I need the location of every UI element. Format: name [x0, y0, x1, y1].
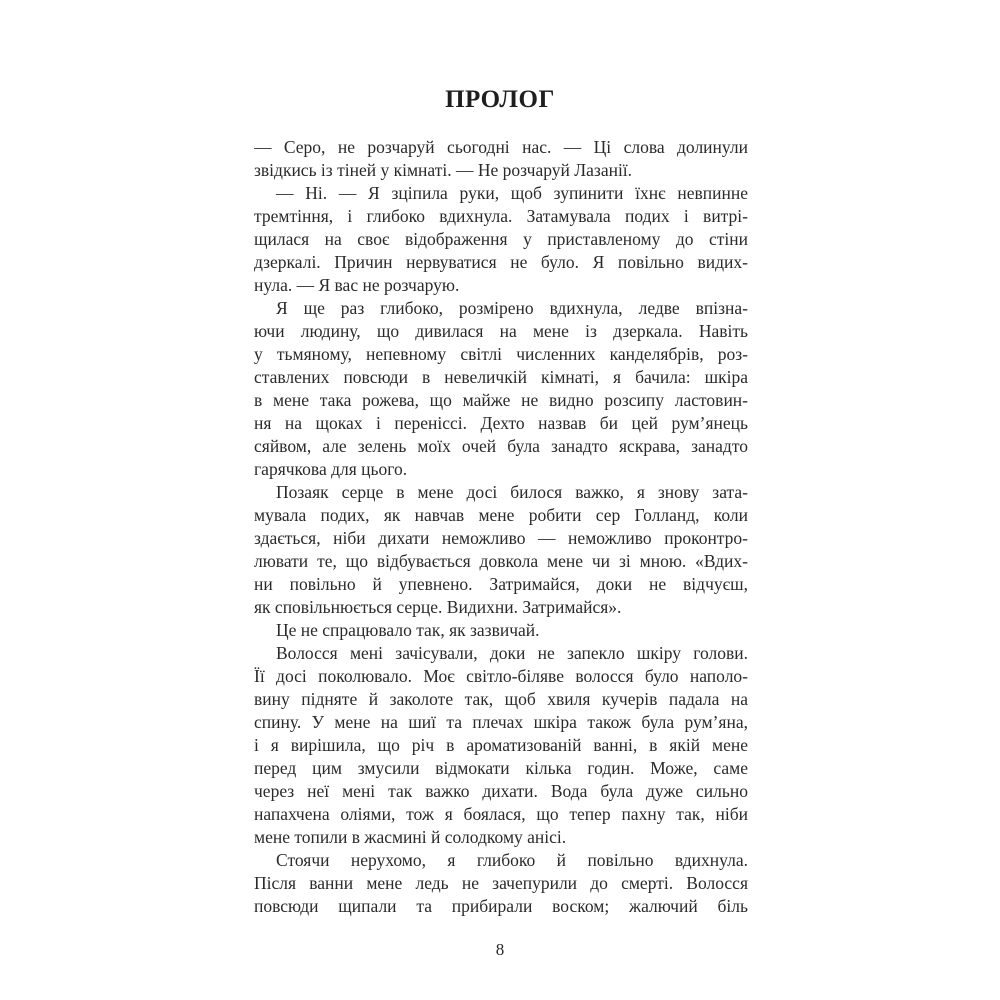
text-line: у тьмяному, непевному світлі численних канделябрів, роз-	[254, 344, 748, 364]
text-line: щилася на своє відображення у приставленому до стіни	[254, 229, 748, 249]
text-line: сяйвом, але зелень моїх очей була занадто яскрава, занадто	[254, 436, 748, 456]
text-line: ни повільно й упевнено. Затримайся, доки не відчуєш,	[254, 574, 748, 594]
paragraph	[254, 642, 748, 849]
text-line: нула. — Я вас не розчарую.	[254, 275, 460, 295]
paragraph	[254, 481, 748, 619]
text-line: Її досі поколювало. Моє світло-біляве волосся було наполо-	[254, 666, 748, 686]
text-line: — Ні. — Я зціпила руки, щоб зупинити їхнє невпинне	[276, 183, 748, 203]
text-line: Це не спрацювало так, як зазвичай.	[276, 620, 540, 640]
paragraph	[254, 182, 748, 297]
text-line: напахчена оліями, тож я боялася, що тепер пахну так, ніби	[254, 804, 748, 824]
page-number: 8	[495, 940, 505, 959]
body-text	[254, 136, 748, 918]
paragraph	[254, 849, 748, 918]
text-line: Стоячи нерухомо, я глибоко й повільно вдихнула.	[276, 850, 748, 870]
text-line: мувала подих, як навчав мене робити сер Голланд, коли	[254, 505, 748, 525]
text-line: Я ще раз глибоко, розмірено вдихнула, ледве впізна-	[276, 298, 748, 318]
text-line: мене топили в жасмині й солодкому анісі.	[254, 827, 567, 847]
text-line: ючи людину, що дивилася на мене із дзеркала. Навіть	[254, 321, 748, 341]
text-line: вину підняте й заколоте так, щоб хвиля кучерів падала на	[254, 689, 748, 709]
text-line: тремтіння, і глибоко вдихнула. Затамувала подих і витрі-	[254, 206, 748, 226]
paragraph	[254, 136, 748, 182]
paragraph	[254, 297, 748, 481]
text-line: і я вирішила, що річ в ароматизованій ванні, в якій мене	[254, 735, 748, 755]
text-line: ставлених повсюди в невеличкій кімнаті, я бачила: шкіра	[254, 367, 748, 387]
text-line: як сповільнюється серце. Видихни. Затримайся».	[254, 597, 622, 617]
text-line: дзеркалі. Причин нервуватися не було. Я повільно видих-	[254, 252, 748, 272]
text-line: Волосся мені зачісували, доки не запекло шкіру голови.	[276, 643, 748, 663]
text-line: перед цим змусили відмокати кілька годин. Може, саме	[254, 758, 748, 778]
text-line: ня на щоках і переніссі. Дехто назвав би цей рум’янець	[254, 413, 748, 433]
text-line: в мене така рожева, що майже не видно розсипу ластовин-	[254, 390, 748, 410]
text-line: Позаяк серце в мене досі билося важко, я знову зата-	[276, 482, 748, 502]
text-line: Після ванни мене ледь не зачепурили до смерті. Волосся	[254, 873, 748, 893]
text-line: звідкись із тіней у кімнаті. — Не розчаруй Лазанії.	[254, 160, 633, 180]
text-line: повсюди щипали та прибирали воском; жалючий біль	[254, 896, 748, 916]
text-line: лювати те, що відбувається довкола мене чи зі мною. «Вдих-	[254, 551, 748, 571]
text-line: здається, ніби дихати неможливо — неможливо проконтро-	[254, 528, 748, 548]
text-line: — Серо, не розчаруй сьогодні нас. — Ці слова долинули	[254, 137, 748, 157]
text-line: через неї мені так важко дихати. Вода була дуже сильно	[254, 781, 748, 801]
text-line: спину. У мене на шиї та плечах шкіра також була рум’яна,	[254, 712, 748, 732]
text-line: гарячкова для цього.	[254, 459, 408, 479]
paragraph	[254, 619, 748, 642]
chapter-title: ПРОЛОГ	[445, 86, 555, 113]
